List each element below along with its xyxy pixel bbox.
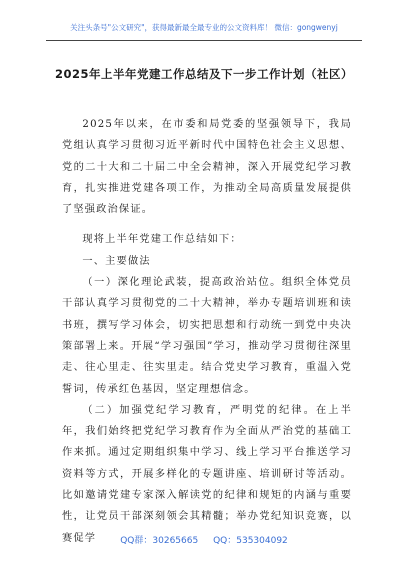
document-title: 2025年上半年党建工作总结及下一步工作计划（社区） [54,67,353,81]
section-heading-main-practices: 一、主要做法 [82,255,151,267]
footer-contact [0,533,408,546]
paragraph-theory-study: （一）深化理论武装，提高政治站位。组织全体党员干部认真学习贯彻党的二十大精神，举办专题培训班和读书班，撰写学习体会，切实把思想和行动统一到党中央决策部署上来。开展“学习强国”学习，推动学习贯彻往深里走、往心里走、往实里走。结合党史学习教育，重温入党誓词，传承红色基因，坚定理想信念。 [62,277,352,395]
header-divider [46,40,362,41]
paragraph-discipline-education: （二）加强党纪学习教育，严明党的纪律。在上半年，我们始终把党纪学习教育作为全面从严治党的基础工作来抓。通过定期组织集中学习、线上学习平台推送学习资料等方式，开展多样化的专题讲座、培训研讨等活动。比如邀请党建专家深入解读党的纪律和规矩的内涵与重要性，让党员干部深刻领会其精髓；举办党纪知识竞赛，以赛促学 [62,404,352,544]
paragraph-summary-lead: 现将上半年党建工作总结如下： [82,234,242,246]
paragraph-intro: 2025年以来，在市委和局党委的坚强领导下，我局党组认真学习贯彻习近平新时代中国特色社会主义思想、党的二十大和二十届二中全会精神，深入开展党纪学习教育，扎实推进党建各项工作，为推动全局高质量发展提供了坚强政治保证。 [62,119,352,216]
document-body [62,114,352,549]
header-promo-note: 关注头条号"公文研究"，获得最新最全最专业的公文资料库！ 微信：gongwenyj [70,23,338,32]
footer-qq: QQ：535304092 [213,536,288,546]
footer-qq-group: QQ群：30265665 [120,536,199,546]
